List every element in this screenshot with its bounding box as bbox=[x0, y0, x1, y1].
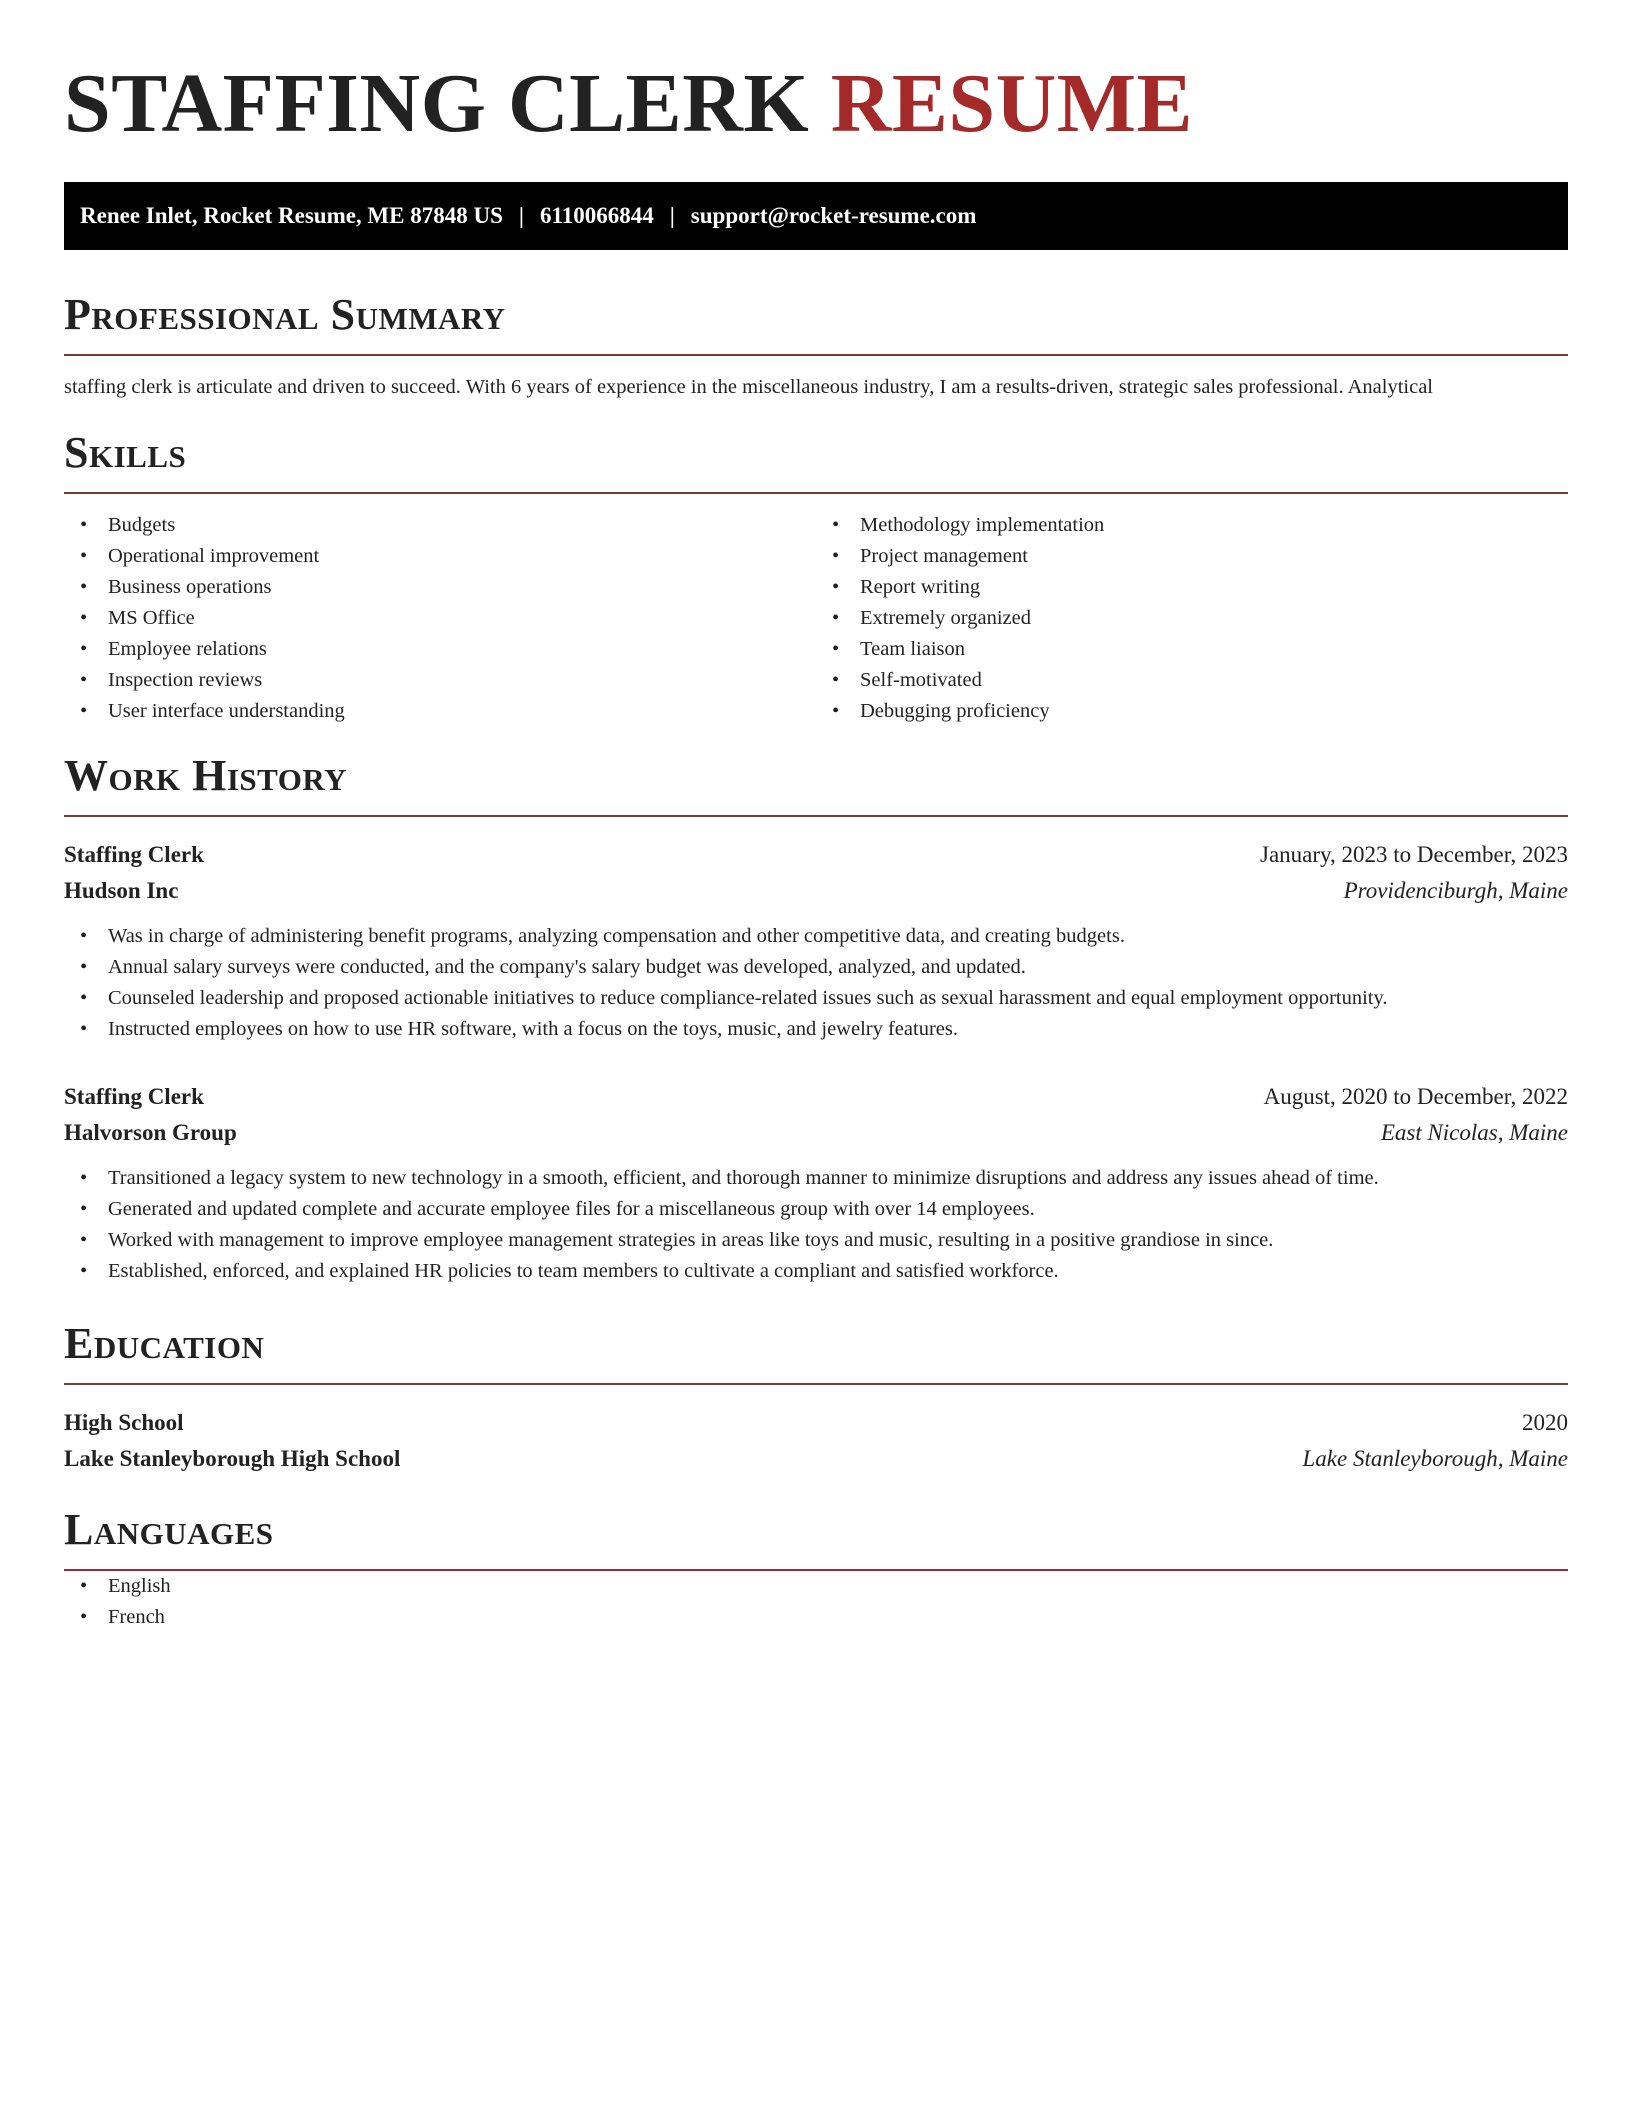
skills-list-right bbox=[816, 510, 1568, 727]
contact-address: Renee Inlet, Rocket Resume, ME 87848 US bbox=[80, 203, 503, 228]
job-duty: • Was in charge of administering benefit programs, analyzing compensation and other competitive data, and creating budgets. bbox=[64, 921, 1568, 952]
job-duty: • Transitioned a legacy system to new technology in a smooth, efficient, and thorough manner to minimize disruptions and address any issues ahead of time. bbox=[64, 1163, 1568, 1194]
job-company: Hudson Inc bbox=[64, 878, 179, 903]
job-company: Halvorson Group bbox=[64, 1120, 237, 1145]
skill-item: • Inspection reviews bbox=[64, 665, 816, 696]
language-item: • English bbox=[64, 1571, 1568, 1602]
job-duty: • Established, enforced, and explained HR policies to team members to cultivate a compliant and satisfied workforce. bbox=[64, 1256, 1568, 1287]
skill-item: • MS Office bbox=[64, 603, 816, 634]
job-company-row bbox=[64, 873, 1568, 909]
skills-column-left bbox=[64, 510, 816, 727]
job-dates: August, 2020 to December, 2022 bbox=[1263, 1084, 1568, 1109]
contact-separator: | bbox=[518, 203, 524, 228]
contact-phone: 6110066844 bbox=[539, 203, 654, 228]
job-title-row bbox=[64, 837, 1568, 873]
job-duties bbox=[64, 921, 1568, 1045]
contact-email: support@rocket-resume.com bbox=[690, 203, 977, 228]
job-title: Staffing Clerk bbox=[64, 1084, 204, 1109]
title-main: STAFFING CLERK bbox=[64, 57, 810, 150]
education-entry bbox=[64, 1405, 1568, 1477]
job-duty: • Worked with management to improve employee management strategies in areas like toys and music, resulting in a positive grandiose in since. bbox=[64, 1225, 1568, 1256]
skills-column-right bbox=[816, 510, 1568, 727]
job-duties bbox=[64, 1163, 1568, 1287]
job-entry bbox=[64, 837, 1568, 1045]
job-duty: • Instructed employees on how to use HR software, with a focus on the toys, music, and jewelry features. bbox=[64, 1014, 1568, 1045]
skill-item: • Operational improvement bbox=[64, 541, 816, 572]
job-title-row bbox=[64, 1079, 1568, 1115]
skills-section bbox=[64, 428, 1568, 727]
language-item: • French bbox=[64, 1602, 1568, 1633]
education-school: Lake Stanleyborough High School bbox=[64, 1446, 401, 1471]
education-school-row bbox=[64, 1441, 1568, 1477]
job-location: East Nicolas, Maine bbox=[1380, 1120, 1568, 1145]
education-heading: Education bbox=[64, 1319, 1568, 1385]
languages-section bbox=[64, 1505, 1568, 1633]
skill-item: • Team liaison bbox=[816, 634, 1568, 665]
skills-heading: Skills bbox=[64, 428, 1568, 494]
skills-columns bbox=[64, 510, 1568, 727]
resume-title bbox=[64, 0, 1568, 150]
skill-item: • Debugging proficiency bbox=[816, 696, 1568, 727]
job-dates: January, 2023 to December, 2023 bbox=[1260, 842, 1568, 867]
skill-item: • User interface understanding bbox=[64, 696, 816, 727]
education-year: 2020 bbox=[1522, 1410, 1568, 1435]
work-history-section bbox=[64, 751, 1568, 1287]
languages-list bbox=[64, 1571, 1568, 1633]
skills-list-left bbox=[64, 510, 816, 727]
job-duty: • Counseled leadership and proposed actionable initiatives to reduce compliance-related issues such as sexual harassment and equal employment opportunity. bbox=[64, 983, 1568, 1014]
skill-item: • Methodology implementation bbox=[816, 510, 1568, 541]
summary-heading: Professional Summary bbox=[64, 290, 1568, 356]
education-degree: High School bbox=[64, 1410, 184, 1435]
contact-bar bbox=[64, 182, 1568, 250]
skill-item: • Extremely organized bbox=[816, 603, 1568, 634]
languages-heading: Languages bbox=[64, 1505, 1568, 1571]
contact-separator: | bbox=[669, 203, 675, 228]
skill-item: • Budgets bbox=[64, 510, 816, 541]
title-accent: RESUME bbox=[830, 57, 1194, 150]
job-duty: • Annual salary surveys were conducted, and the company's salary budget was developed, analyzed, and updated. bbox=[64, 952, 1568, 983]
job-location: Providenciburgh, Maine bbox=[1343, 878, 1568, 903]
summary-section bbox=[64, 290, 1568, 400]
summary-text: staffing clerk is articulate and driven to succeed. With 6 years of experience in the miscellaneous industry, I am a results-driven, strategic sales professional. Analytical bbox=[64, 376, 1433, 398]
job-title: Staffing Clerk bbox=[64, 842, 204, 867]
skill-item: • Project management bbox=[816, 541, 1568, 572]
job-duty: • Generated and updated complete and accurate employee files for a miscellaneous group with over 14 employees. bbox=[64, 1194, 1568, 1225]
skill-item: • Report writing bbox=[816, 572, 1568, 603]
skill-item: • Self-motivated bbox=[816, 665, 1568, 696]
job-company-row bbox=[64, 1115, 1568, 1151]
skill-item: • Business operations bbox=[64, 572, 816, 603]
education-section bbox=[64, 1319, 1568, 1477]
job-entry bbox=[64, 1079, 1568, 1287]
skill-item: • Employee relations bbox=[64, 634, 816, 665]
education-degree-row bbox=[64, 1405, 1568, 1441]
work-history-heading: Work History bbox=[64, 751, 1568, 817]
education-location: Lake Stanleyborough, Maine bbox=[1302, 1446, 1568, 1471]
